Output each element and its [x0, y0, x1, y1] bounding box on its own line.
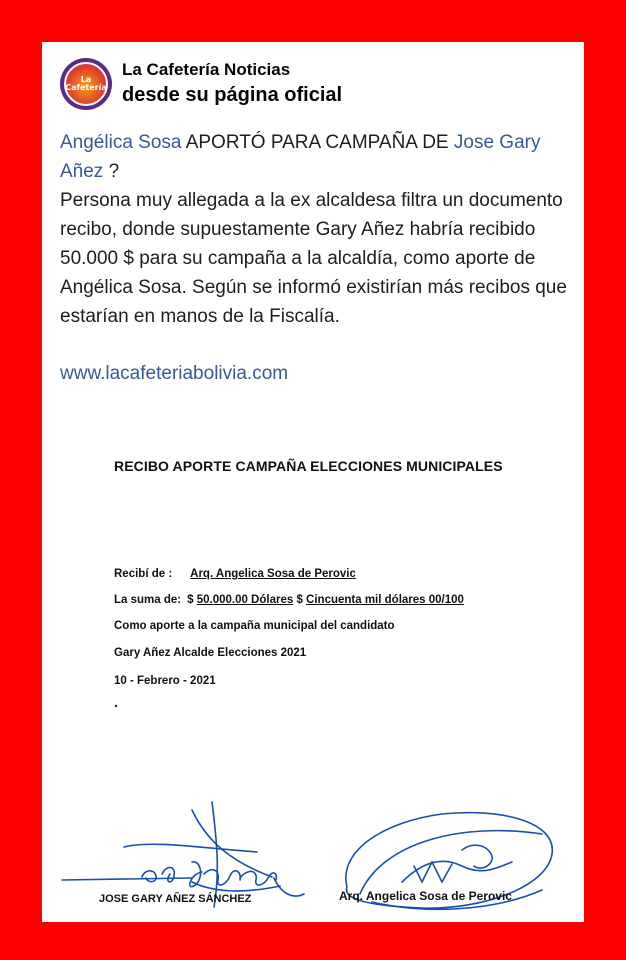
sum-amount: 50.000.00 Dólares [196, 594, 294, 606]
mention-angelica[interactable]: Angélica Sosa [60, 132, 182, 153]
sum-words: Cincuenta mil dólares 00/100 [306, 594, 464, 606]
mention-gary[interactable]: Jose Gary Añez [60, 132, 541, 182]
receipt-title: RECIBO APORTE CAMPAÑA ELECCIONES MUNICIPALES [114, 458, 503, 474]
signer-angelica-name: Arq. Angelica Sosa de Perovic [339, 889, 512, 903]
received-from-label: Recibí de : [114, 568, 173, 580]
signer-gary-name: JOSE GARY AÑEZ SÁNCHEZ [99, 893, 252, 905]
post-body: Persona muy allegada a la ex alcaldesa filtra un documento recibo, donde supuestamente Gary Añez habría recibido 50.000 $ para su campaña a la alcaldía, como aporte de Angélica Sosa. Según se informó existirían más recibos que estarían en manos de la Fiscalía. [60, 190, 567, 327]
receipt-dot: . [114, 694, 118, 710]
sum-mid: $ [293, 594, 307, 606]
sum-prefix: $ [187, 594, 197, 606]
purpose-line: Como aporte a la campaña municipal del candidato [114, 620, 395, 632]
page-avatar[interactable] [60, 58, 112, 110]
page-subtitle: desde su página oficial [122, 84, 343, 106]
sum-label: La suma de: [114, 594, 182, 606]
sum-line [114, 594, 464, 606]
post-header [60, 58, 560, 114]
post-url-link[interactable]: www.lacafeteriabolivia.com [60, 363, 289, 384]
avatar-logo-icon: La Cafetería [64, 62, 108, 106]
date-line: 10 - Febrero - 2021 [114, 675, 216, 687]
received-from-line [114, 568, 356, 580]
receipt-image [42, 442, 584, 922]
headline-end: ? [103, 161, 120, 182]
received-from-value: Arq. Angelica Sosa de Perovic [190, 568, 356, 580]
post-card [42, 42, 584, 922]
candidate-line: Gary Añez Alcalde Elecciones 2021 [114, 647, 307, 659]
post-text [60, 128, 570, 388]
page-name[interactable]: La Cafetería Noticias [122, 60, 291, 79]
headline-text: APORTÓ PARA CAMPAÑA DE [181, 132, 454, 153]
signature-gary [62, 802, 304, 907]
